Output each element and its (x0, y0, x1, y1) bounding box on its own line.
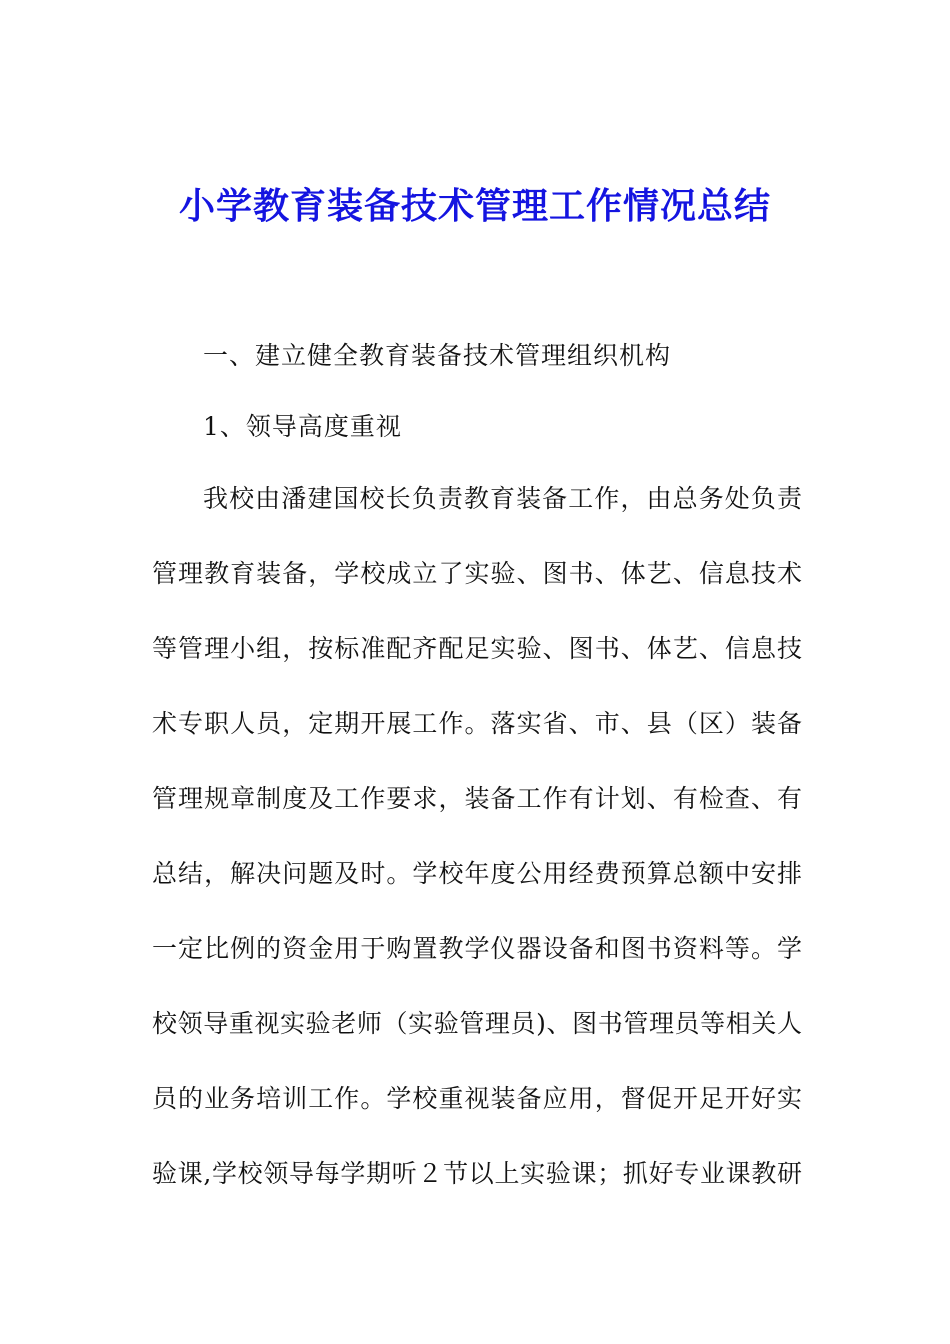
paragraph-line: 等管理小组，按标准配齐配足实验、图书、体艺、信息技 (152, 634, 802, 663)
paragraph-line: 总结，解决问题及时。学校年度公用经费预算总额中安排 (152, 859, 802, 888)
paragraph-line: 我校由潘建国校长负责教育装备工作，由总务处负责 (203, 484, 802, 513)
section-heading: 一、建立健全教育装备技术管理组织机构 (203, 341, 672, 370)
paragraph-line: 管理规章制度及工作要求，装备工作有计划、有检查、有 (152, 784, 802, 813)
paragraph-line: 一定比例的资金用于购置教学仪器设备和图书资料等。学 (152, 934, 802, 963)
document-title: 小学教育装备技术管理工作情况总结 (178, 185, 771, 227)
subsection-heading: 1、领导高度重视 (203, 412, 402, 441)
paragraph-line: 员的业务培训工作。学校重视装备应用，督促开足开好实 (152, 1084, 802, 1113)
paragraph-line: 验课,学校领导每学期听２节以上实验课；抓好专业课教研 (152, 1159, 802, 1188)
paragraph-line: 管理教育装备，学校成立了实验、图书、体艺、信息技术 (152, 559, 802, 588)
paragraph-line: 校领导重视实验老师（实验管理员)、图书管理员等相关人 (152, 1009, 802, 1038)
paragraph-line: 术专职人员，定期开展工作。落实省、市、县（区）装备 (152, 709, 802, 738)
